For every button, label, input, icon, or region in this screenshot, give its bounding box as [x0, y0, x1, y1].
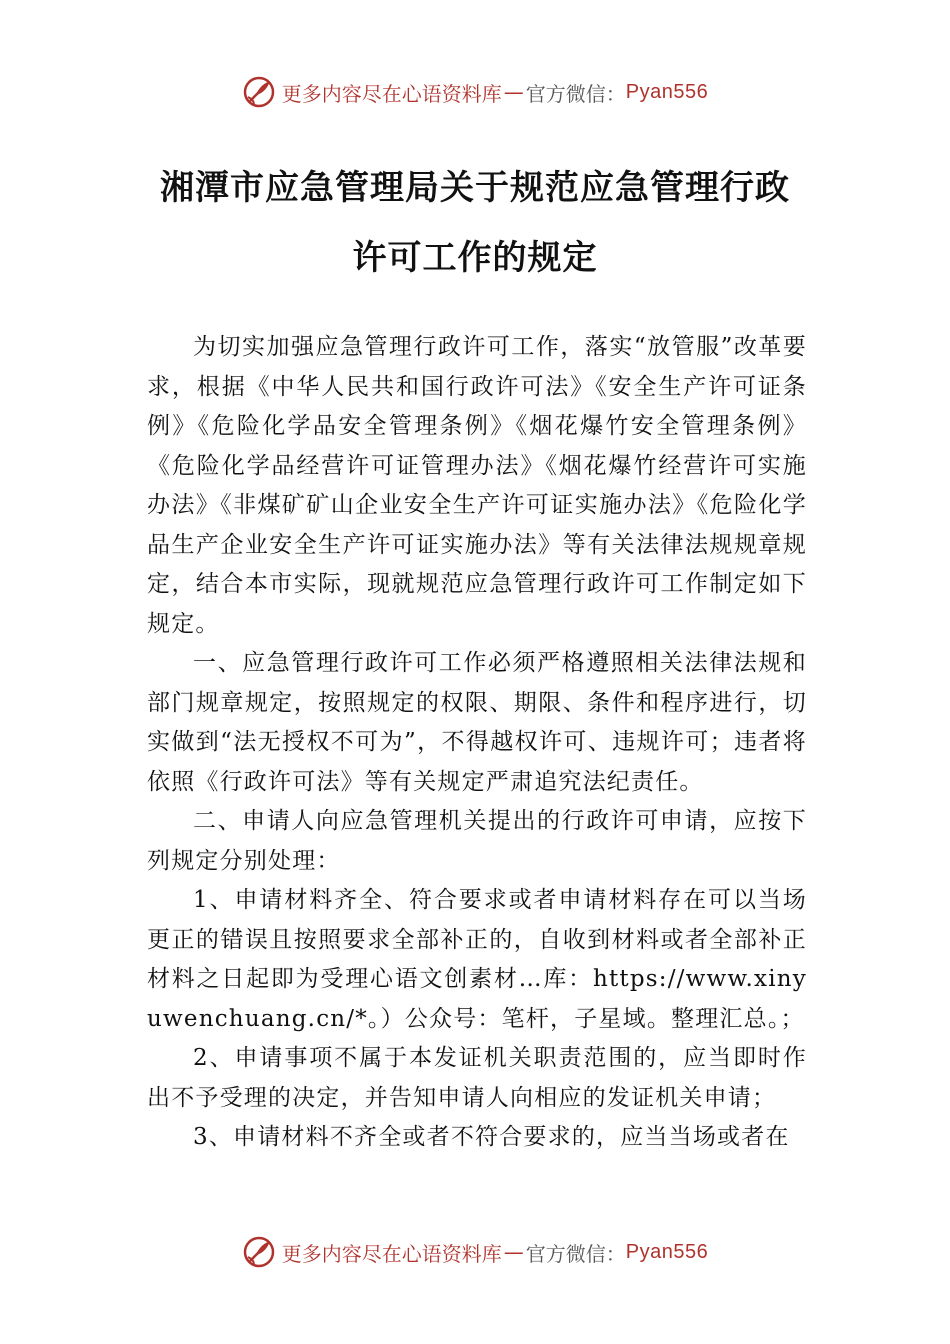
- banner-wechat-id: Pyan556: [625, 1240, 709, 1263]
- paragraph-item-1: 1、申请材料齐全、符合要求或者申请材料存在可以当场更正的错误且按照要求全部补正的，自收到材料或者全部补正材料之日起即为受理心语文创素材…库：https://www.xinyuwenchuang.cn/*。）公众号：笔杆，子星域。整理汇总。；: [147, 887, 807, 1032]
- document-title-line-2: 许可工作的规定: [352, 238, 598, 278]
- quill-logo-icon: [242, 75, 276, 109]
- banner-label: 官方微信：: [525, 81, 626, 106]
- paragraph-intro: 为切实加强应急管理行政许可工作，落实“放管服”改革要求，根据《中华人民共和国行政许可法》《安全生产许可证条例》《危险化学品安全管理条例》《烟花爆竹安全管理条例》《危险化学品经营许可证管理办法》《烟花爆竹经营许可实施办法》《非煤矿矿山企业安全生产许可证实施办法》《危险化学品生产企业安全生产许可证实施办法》等有关法律法规规章规定，结合本市实际，现就规范应急管理行政许可工作制定如下规定。: [147, 334, 807, 637]
- banner-dash: —: [503, 80, 524, 104]
- banner-dash: —: [503, 1240, 524, 1264]
- footer-banner: [0, 1232, 950, 1272]
- paragraph-item-2: 2、申请事项不属于本发证机关职责范围的，应当即时作出不予受理的决定，并告知申请人向相应的发证机关申请；: [147, 1045, 807, 1111]
- document-title-line-1: 湘潭市应急管理局关于规范应急管理行政: [160, 168, 790, 208]
- document-body: [147, 328, 807, 1158]
- paragraph-clause-1: 一、应急管理行政许可工作必须严格遵照相关法律法规和部门规章规定，按照规定的权限、期限、条件和程序进行，切实做到“法无授权不可为”，不得越权许可、违规许可；违者将依照《行政许可法》等有关规定严肃追究法纪责任。: [147, 650, 807, 795]
- paragraph-clause-2: 二、申请人向应急管理机关提出的行政许可申请，应按下列规定分别处理：: [147, 808, 807, 874]
- banner-wechat-id: Pyan556: [625, 80, 709, 103]
- banner-label: 官方微信：: [525, 1241, 626, 1266]
- quill-logo-icon: [242, 1235, 276, 1269]
- header-banner: [0, 72, 950, 112]
- banner-prefix: 更多内容尽在心语资料库: [281, 81, 502, 106]
- paragraph-item-3: 3、申请材料不齐全或者不符合要求的，应当当场或者在: [193, 1124, 790, 1150]
- banner-prefix: 更多内容尽在心语资料库: [281, 1241, 502, 1266]
